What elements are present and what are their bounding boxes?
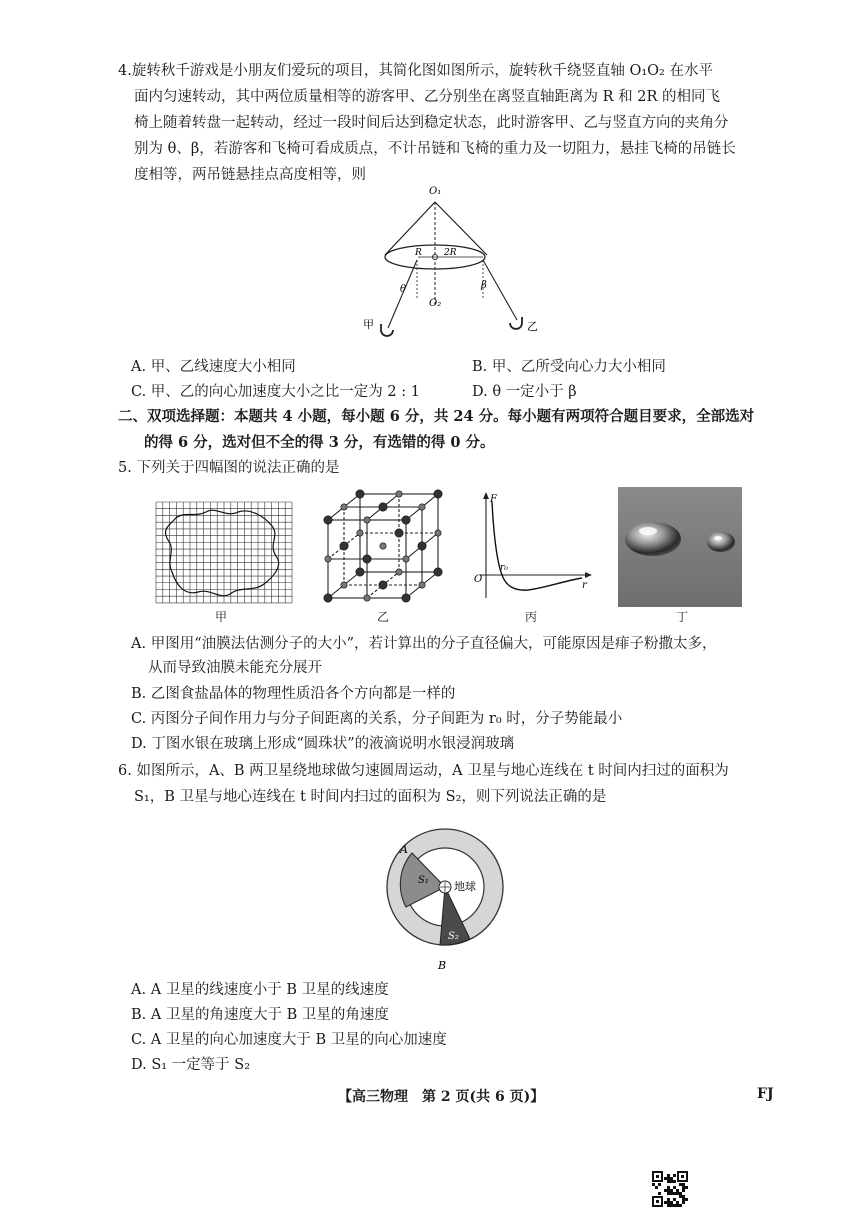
rotating-swing-diagram bbox=[355, 180, 555, 352]
salt-crystal-lattice-figure bbox=[320, 488, 445, 610]
label-theta: θ bbox=[400, 284, 407, 295]
q5-option-a-line1: A. 甲图用“油膜法估测分子的大小”，若计算出的分子直径偏大，可能原因是痱子粉撒太多， bbox=[131, 636, 717, 652]
graph-label-r0: r₀ bbox=[500, 563, 508, 573]
q4-line: 面内匀速转动，其中两位质量相等的游客甲、乙分别坐在离竖直轴距离为 R 和 2R 的相同飞 bbox=[134, 89, 720, 105]
label-earth: 地球 bbox=[454, 880, 476, 893]
question-4-stem bbox=[118, 58, 778, 188]
molecular-force-graph bbox=[470, 490, 595, 605]
graph-label-o: O bbox=[474, 574, 483, 585]
section-2-line: 的得 6 分，选对但不全的得 3 分，有选错的得 0 分。 bbox=[144, 434, 495, 451]
section-2-header bbox=[118, 404, 783, 456]
figure-caption-bing: 丙 bbox=[525, 610, 538, 624]
label-yi: 乙 bbox=[527, 320, 538, 333]
q6-option-c[interactable]: C. A 卫星的向心加速度大于 B 卫星的向心加速度 bbox=[131, 1032, 447, 1048]
q5-option-a-line2: 从而导致油膜未能充分展开 bbox=[148, 660, 322, 676]
label-2r: 2R bbox=[444, 248, 457, 258]
q6-option-d[interactable]: D. S₁ 一定等于 S₂ bbox=[131, 1057, 251, 1073]
label-jia: 甲 bbox=[363, 318, 374, 331]
graph-label-f: F bbox=[490, 494, 497, 505]
label-s1: S₁ bbox=[418, 875, 429, 886]
label-satellite-a: A bbox=[400, 843, 408, 856]
figure-caption-jia: 甲 bbox=[215, 610, 228, 624]
q6-option-b[interactable]: B. A 卫星的角速度大于 B 卫星的角速度 bbox=[131, 1007, 389, 1023]
figure-caption-ding: 丁 bbox=[676, 610, 689, 624]
q5-option-a[interactable] bbox=[131, 632, 776, 680]
q4-option-d[interactable]: D. θ 一定小于 β bbox=[472, 384, 577, 400]
label-o2: O₂ bbox=[429, 298, 442, 309]
question-6-stem bbox=[118, 758, 778, 810]
q6-option-a[interactable]: A. A 卫星的线速度小于 B 卫星的线速度 bbox=[131, 982, 389, 998]
footer-code: FJ bbox=[757, 1086, 774, 1102]
graph-label-r: r bbox=[582, 580, 587, 591]
section-2-line: 二、双项选择题：本题共 4 小题，每小题 6 分，共 24 分。每小题有两项符合题目要求，全部选对 bbox=[118, 408, 755, 425]
question-5-stem: 5. 下列关于四幅图的说法正确的是 bbox=[118, 460, 340, 476]
q5-option-c[interactable]: C. 丙图分子间作用力与分子间距离的关系，分子间距为 r₀ 时，分子势能最小 bbox=[131, 711, 623, 727]
label-r: R bbox=[415, 248, 422, 258]
label-satellite-b: B bbox=[438, 959, 447, 972]
label-s2: S₂ bbox=[448, 931, 459, 942]
qr-code-icon bbox=[651, 1170, 689, 1208]
oil-film-grid-figure bbox=[154, 500, 294, 605]
q6-line: 6. 如图所示，A、B 两卫星绕地球做匀速圆周运动，A 卫星与地心连线在 t 时间内扫过的面积为 bbox=[118, 763, 729, 779]
q4-option-b[interactable]: B. 甲、乙所受向心力大小相同 bbox=[472, 359, 666, 375]
q4-line: 别为 θ、β，若游客和飞椅可看成质点，不计吊链和飞椅的重力及一切阻力，悬挂飞椅的吊链长 bbox=[134, 141, 736, 157]
q4-option-c[interactable]: C. 甲、乙的向心加速度大小之比一定为 2 : 1 bbox=[131, 384, 420, 400]
q6-line: S₁，B 卫星与地心连线在 t 时间内扫过的面积为 S₂，则下列说法正确的是 bbox=[134, 789, 607, 805]
label-o1: O₁ bbox=[429, 186, 442, 197]
q5-option-d[interactable]: D. 丁图水银在玻璃上形成“圆珠状”的液滴说明水银浸润玻璃 bbox=[131, 736, 515, 752]
q4-line: 椅上随着转盘一起转动，经过一段时间后达到稳定状态，此时游客甲、乙与竖直方向的夹角分 bbox=[134, 115, 729, 131]
q4-option-a[interactable]: A. 甲、乙线速度大小相同 bbox=[131, 359, 296, 375]
mercury-droplet-photo bbox=[618, 487, 742, 607]
satellite-orbits-diagram bbox=[378, 815, 508, 975]
q4-line: 度相等，两吊链悬挂点高度相等，则 bbox=[134, 167, 366, 183]
label-beta: β bbox=[481, 280, 487, 291]
footer-page-info: 【高三物理 第 2 页(共 6 页)】 bbox=[338, 1089, 545, 1105]
q5-option-b[interactable]: B. 乙图食盐晶体的物理性质沿各个方向都是一样的 bbox=[131, 686, 456, 702]
figure-caption-yi: 乙 bbox=[377, 610, 390, 624]
q4-line: 4.旋转秋千游戏是小朋友们爱玩的项目，其简化图如图所示，旋转秋千绕竖直轴 O₁O₂ 在水平 bbox=[118, 63, 713, 79]
